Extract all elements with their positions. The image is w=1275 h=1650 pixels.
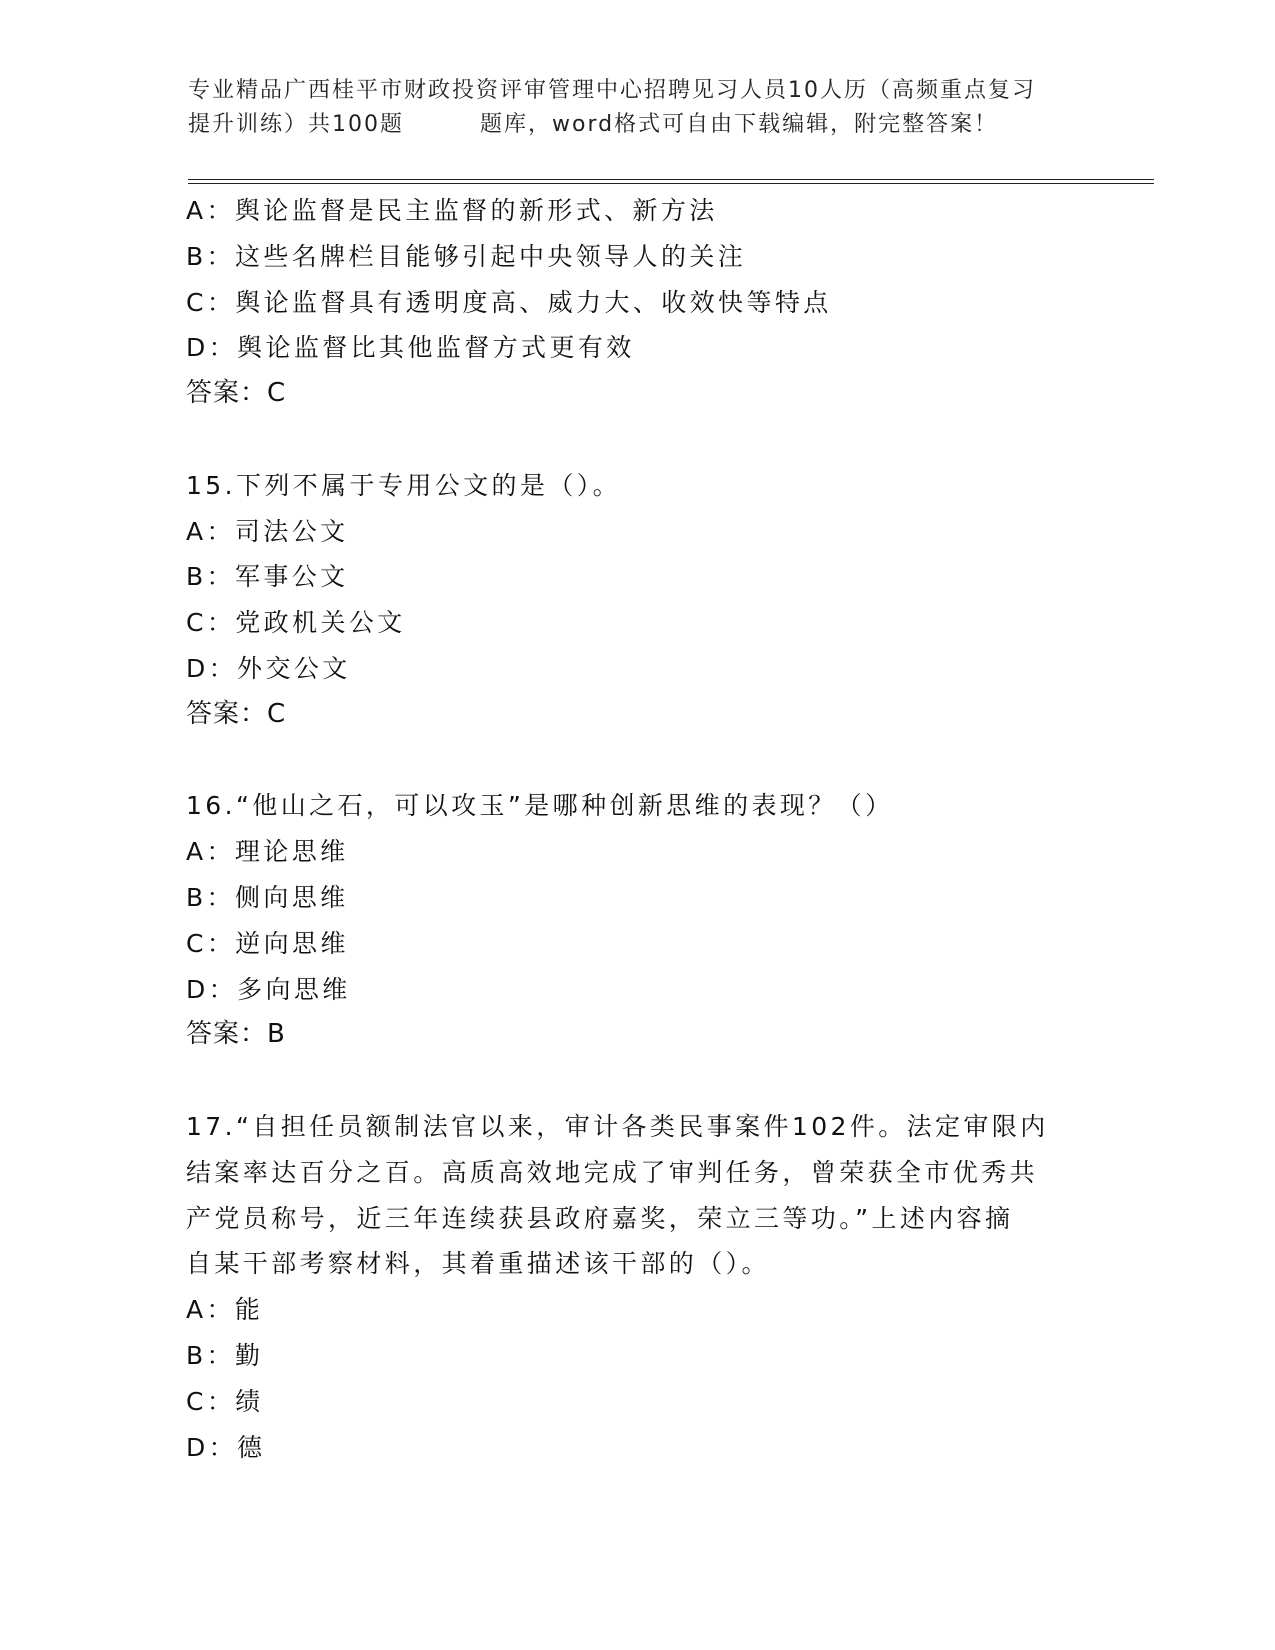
answer: 答案：B — [186, 1019, 286, 1050]
option-c: C：党政机关公文 — [186, 608, 406, 638]
option-a: A：舆论监督是民主监督的新形式、新方法 — [186, 196, 718, 225]
option-d: D：外交公文 — [186, 653, 351, 683]
option-b: B：军事公文 — [186, 562, 349, 592]
question-text-line-3: 产党员称号，近三年连续获县政府嘉奖，荣立三等功。”上述内容摘 — [186, 1203, 1014, 1233]
header-rule-top — [188, 179, 1154, 180]
answer: 答案：C — [186, 698, 287, 729]
question-text-line-1: 17.“自担任员额制法官以来，审计各类民事案件102件。法定审限内 — [186, 1111, 1049, 1141]
option-d: D：多向思维 — [186, 974, 351, 1004]
header-line-2-part-a: 提升训练）共100题 — [188, 112, 404, 137]
option-a: A：司法公文 — [186, 516, 349, 546]
option-c: C：舆论监督具有透明度高、威力大、收效快等特点 — [186, 287, 832, 317]
option-c: C：逆向思维 — [186, 928, 349, 958]
question-16 — [186, 783, 1086, 1058]
option-a: A：理论思维 — [186, 837, 349, 867]
option-b: B：勤 — [186, 1340, 264, 1370]
question-text: 16.“他山之石，可以攻玉”是哪种创新思维的表现？（） — [186, 791, 894, 821]
question-text-line-4: 自某干部考察材料，其着重描述该干部的（）。 — [186, 1249, 770, 1279]
document-body — [186, 188, 1086, 1470]
header-line-1: 专业精品广西桂平市财政投资评审管理中心招聘见习人员10人历（高频重点复习 — [188, 78, 1036, 103]
option-b: B：这些名牌栏目能够引起中央领导人的关注 — [186, 241, 747, 271]
answer: 答案：C — [186, 378, 287, 409]
header-line-2-part-b: 题库，word格式可自由下载编辑，附完整答案！ — [480, 112, 999, 137]
question-text-line-2: 结案率达百分之百。高质高效地完成了审判任务，曾荣获全市优秀共 — [186, 1157, 1039, 1187]
header-rule-bottom — [188, 183, 1154, 184]
question-17 — [186, 1104, 1086, 1470]
option-d: D：德 — [186, 1432, 266, 1462]
header-line-2 — [188, 108, 1088, 142]
option-b: B：侧向思维 — [186, 882, 349, 912]
document-header — [188, 74, 1088, 142]
option-c: C：绩 — [186, 1386, 264, 1416]
option-a: A：能 — [186, 1295, 264, 1325]
question-14 — [186, 188, 1086, 417]
option-d: D：舆论监督比其他监督方式更有效 — [186, 333, 635, 363]
question-text: 15.下列不属于专用公文的是（）。 — [186, 470, 622, 500]
question-15 — [186, 463, 1086, 738]
